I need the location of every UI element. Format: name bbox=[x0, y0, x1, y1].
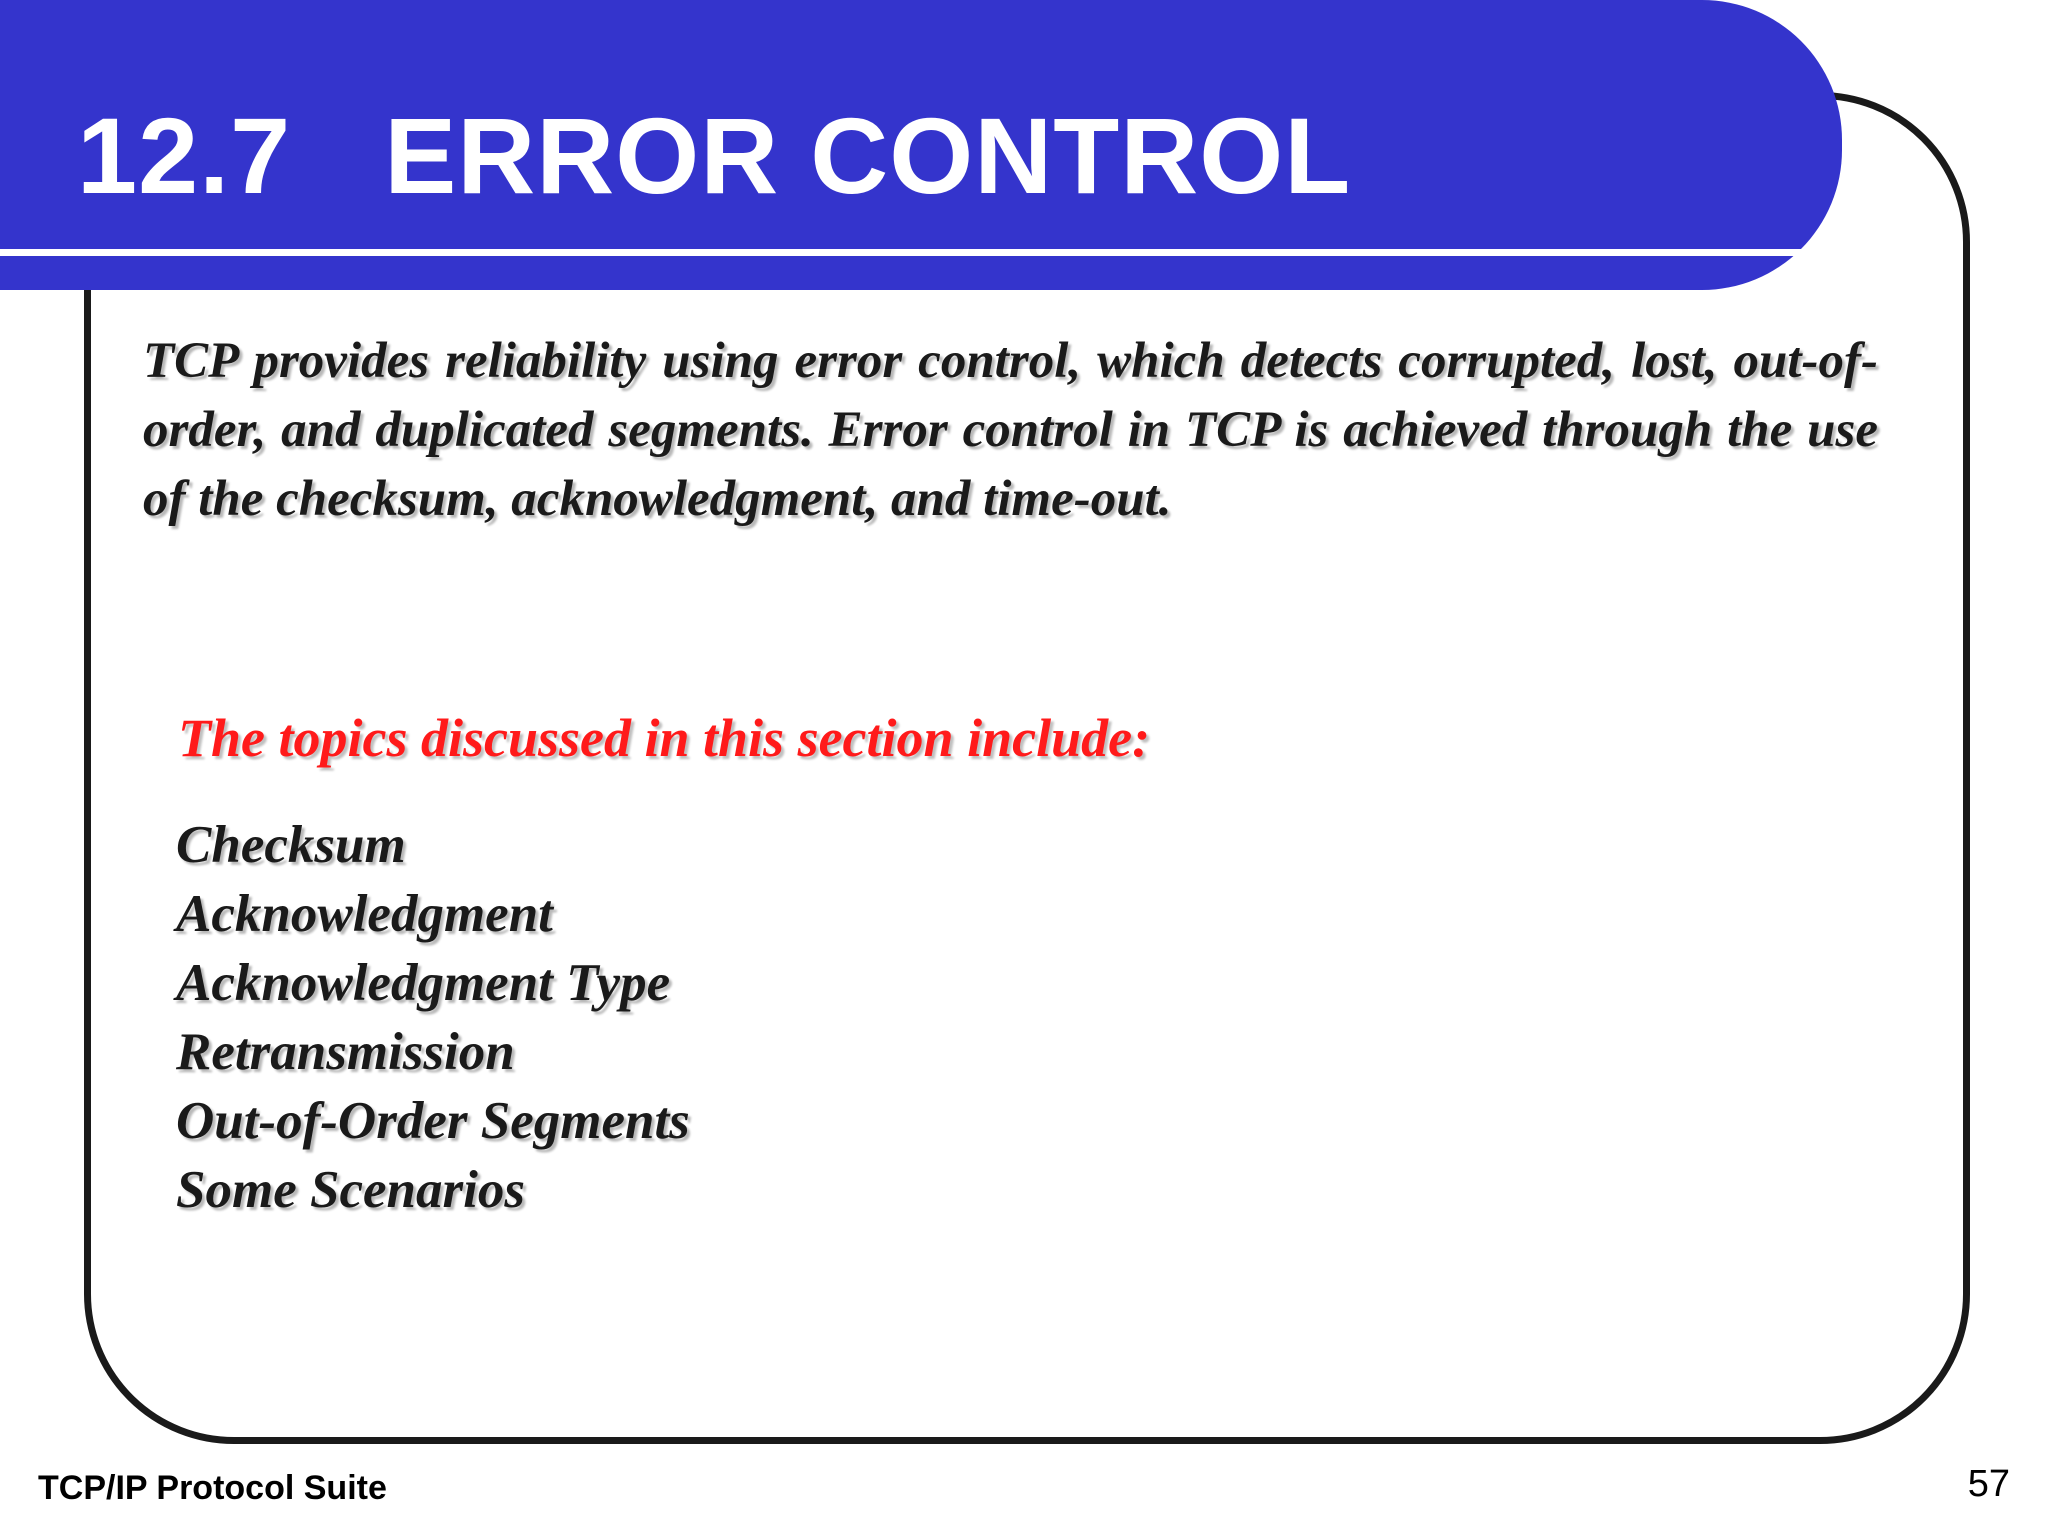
topic-item-checksum: Checksum bbox=[176, 816, 406, 874]
topic-item-some-scenarios: Some Scenarios bbox=[176, 1161, 525, 1219]
footer-book-title: TCP/IP Protocol Suite bbox=[38, 1469, 387, 1507]
section-number: 12.7 bbox=[77, 95, 292, 216]
topic-item-out-of-order-segments: Out-of-Order Segments bbox=[176, 1092, 690, 1150]
topics-list bbox=[176, 811, 690, 1225]
slide-title bbox=[77, 96, 1351, 216]
topic-item-acknowledgment-type: Acknowledgment Type bbox=[176, 954, 671, 1012]
topic-item-acknowledgment: Acknowledgment bbox=[176, 885, 553, 943]
title-banner-underline bbox=[0, 249, 1802, 256]
section-title: ERROR CONTROL bbox=[384, 95, 1352, 216]
topic-item-retransmission: Retransmission bbox=[176, 1023, 515, 1081]
intro-paragraph: TCP provides reliability using error control, which detects corrupted, lost, out-of-order, and duplicated segments. Error control in TCP is achieved through the use of the checksum, acknowledgment, and time-out. bbox=[143, 333, 1878, 527]
topics-heading: The topics discussed in this section include: bbox=[178, 708, 1151, 768]
page-number: 57 bbox=[1967, 1463, 2010, 1505]
